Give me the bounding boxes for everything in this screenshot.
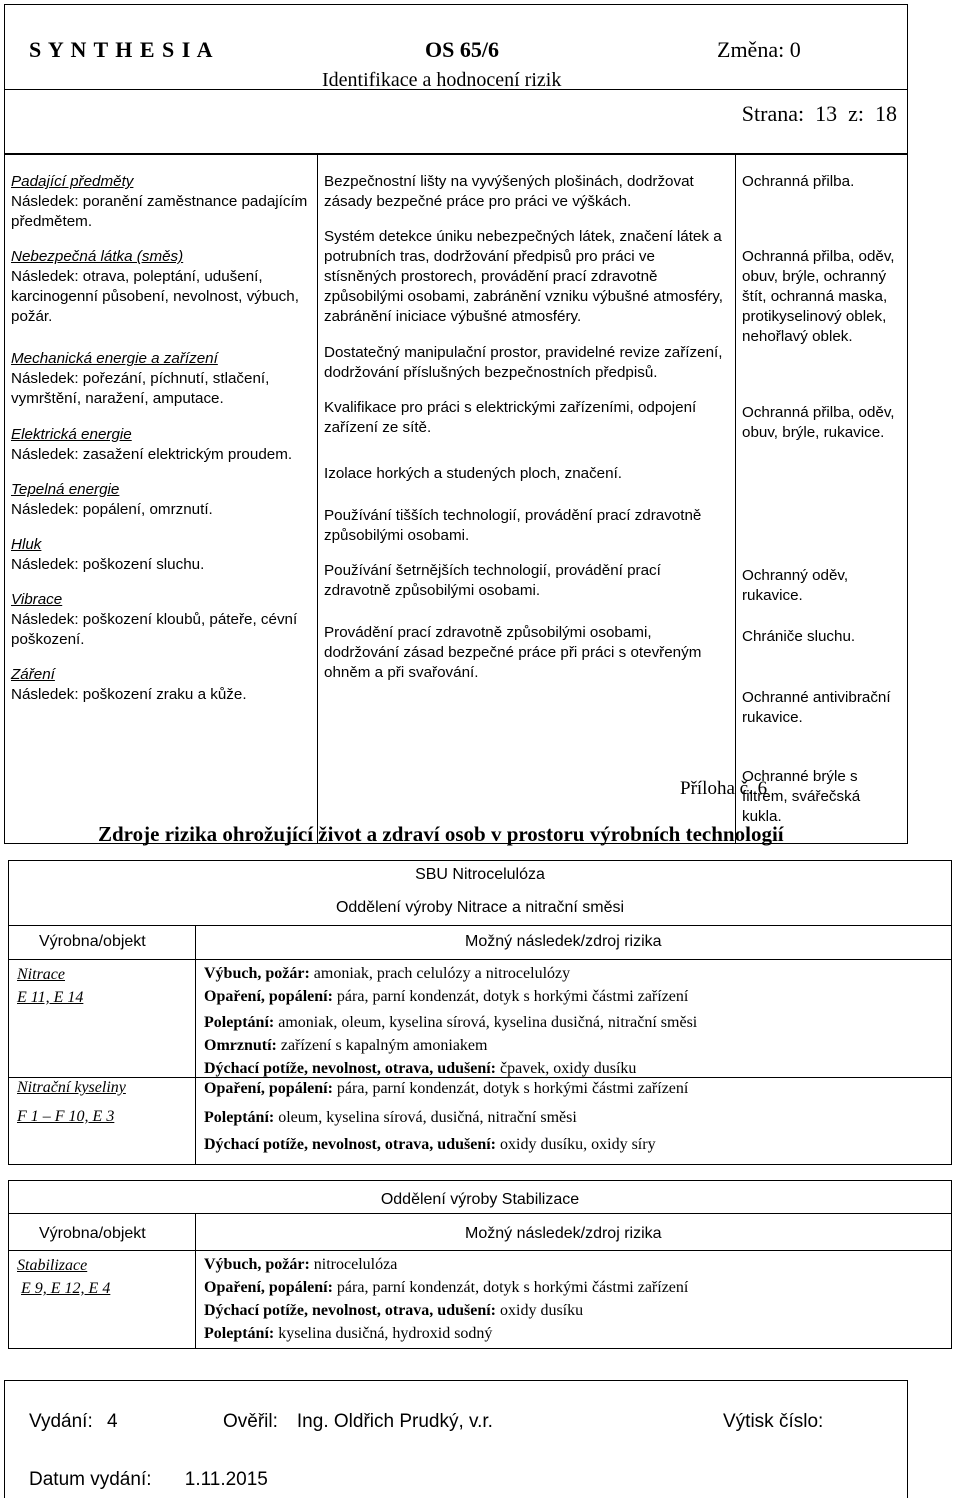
page-number	[742, 101, 897, 127]
object-codes: E 11, E 14	[17, 989, 84, 1006]
ppe-column	[736, 155, 908, 844]
ppe-4: Ochranný oděv, rukavice.	[742, 566, 849, 604]
risk-item-1	[11, 247, 311, 327]
header-row	[5, 5, 907, 90]
date-label: Datum vydání:	[29, 1469, 152, 1490]
risk-item-5	[11, 535, 311, 575]
divider	[9, 959, 195, 960]
measure-5: Používání tišších technologií, provádění prací zdravotně způsobilými osobami.	[324, 506, 702, 544]
hazard-name: Záření	[11, 666, 55, 684]
hazard-consequence: Následek: otrava, poleptání, udušení, karcinogenní působení, nevolnost, výbuch, požár.	[11, 268, 299, 326]
unit-name: SBU Nitrocelulóza	[415, 866, 545, 883]
consequence-column	[195, 925, 951, 1164]
verified-label: Ověřil:	[223, 1411, 278, 1432]
hazard-name: Padající předměty	[11, 173, 134, 191]
consequence-row: Opaření, popálení: pára, parní kondenzát, dotyk s horkými částmi zařízení	[204, 988, 689, 1005]
object-name: Nitrace	[17, 966, 65, 983]
hazard-consequence: Následek: poranění zaměstnance padajícím předmětem.	[11, 193, 308, 231]
object-name: Stabilizace	[17, 1257, 88, 1274]
measure-2: Dostatečný manipulační prostor, pravidelné revize zařízení, dodržování příslušných bezpečnostních předpisů.	[324, 343, 723, 381]
consequence-column-header: Možný následek/zdroj rizika	[465, 1225, 662, 1242]
hazard-name: Nebezpečná látka (směs)	[11, 248, 184, 266]
document-number: OS 65/6	[425, 37, 499, 62]
risk-item-0	[11, 172, 311, 232]
ppe-5: Chrániče sluchu.	[742, 627, 856, 645]
risk-item-4	[11, 480, 311, 520]
hazard-name: Tepelná energie	[11, 480, 120, 498]
ppe-2: Ochranná přilba, oděv, obuv, brýle, rukavice.	[742, 403, 895, 441]
risk-source-table-stabilizace	[8, 1180, 952, 1349]
consequence-row: Poleptání: oleum, kyselina sírová, dusičná, nitrační směsi	[204, 1109, 577, 1126]
object-column-header: Výrobna/objekt	[39, 1225, 146, 1242]
issue-label: Vydání:	[29, 1411, 93, 1432]
change-field	[717, 37, 801, 63]
consequence-row: Poleptání: amoniak, oleum, kyselina sírová, kyselina dusičná, nitrační směsi	[204, 1014, 698, 1031]
change-value: 0	[789, 37, 801, 62]
hazard-consequence: Následek: popálení, omrznutí.	[11, 500, 213, 518]
consequence-column-header: Možný následek/zdroj rizika	[465, 933, 662, 950]
object-codes: E 9, E 12, E 4	[21, 1280, 111, 1297]
measure-1: Systém detekce úniku nebezpečných látek, značení látek a potrubních tras, dodržování předpisů pro práci ve stísněných prostorech, provádění prací zdravotně způsobilými osobami, zabránění vzniku výbušné atmosféry, zabránění iniciace výbušné atmosféry.	[324, 228, 723, 326]
issue-field	[29, 1411, 118, 1433]
document-header	[4, 4, 908, 154]
object-codes: F 1 – F 10, E 3	[17, 1108, 115, 1125]
measures-column	[318, 155, 736, 844]
risk-item-7	[11, 665, 311, 705]
risk-item-2	[11, 349, 311, 409]
section-title: Zdroje rizika ohrožující život a zdraví osob v prostoru výrobních technologií	[98, 822, 784, 846]
risk-source-table-nitrace	[8, 860, 952, 1165]
hazard-name: Elektrická energie	[11, 425, 132, 443]
measure-6: Používání šetrnějších technologií, provádění prací zdravotně způsobilými osobami.	[324, 561, 661, 599]
page-total: 18	[875, 101, 897, 126]
hazard-name: Vibrace	[11, 591, 63, 609]
ppe-1: Ochranná přilba, oděv, obuv, brýle, ochranný štít, ochranná maska, protikyselinový oblek, nehořlavý oblek.	[742, 248, 895, 346]
consequence-row: Výbuch, požár: amoniak, prach celulózy a nitrocelulózy	[204, 965, 571, 982]
company-name: S Y N T H E S I A	[29, 37, 214, 62]
object-column	[9, 925, 196, 1164]
ppe-7: Ochranné brýle s filtrem, svářečská kukla.	[742, 768, 861, 826]
divider	[9, 1077, 195, 1078]
hazard-consequence: Následek: pořezání, píchnutí, stlačení, vymrštění, naražení, amputace.	[11, 370, 270, 408]
consequence-row: Opaření, popálení: pára, parní kondenzát, dotyk s horkými částmi zařízení	[204, 1279, 689, 1296]
ppe-0: Ochranná přilba.	[742, 173, 855, 191]
verified-field	[223, 1411, 493, 1433]
hazard-name: Hluk	[11, 535, 42, 553]
measure-4: Izolace horkých a studených ploch, značení.	[324, 464, 623, 482]
consequence-row: Dýchací potíže, nevolnost, otrava, udušení: čpavek, oxidy dusíku	[204, 1060, 637, 1077]
hazard-name: Mechanická energie a zařízení	[11, 350, 218, 368]
table-heading	[9, 861, 951, 926]
consequence-row: Výbuch, požár: nitrocelulóza	[204, 1256, 398, 1273]
consequence-row: Poleptání: kyselina dusičná, hydroxid sodný	[204, 1325, 493, 1342]
measure-3: Kvalifikace pro práci s elektrickými zařízeními, odpojení zařízení ze sítě.	[324, 398, 697, 436]
measure-7: Provádění prací zdravotně způsobilými osobami, dodržování zásad bezpečné práce při práci s otevřeným ohněm a při svařování.	[324, 623, 702, 681]
measure-0: Bezpečnostní lišty na vyvýšených plošinách, dodržovat zásady bezpečné práce pro práci ve výškách.	[324, 173, 694, 211]
divider	[195, 959, 951, 960]
divider	[9, 1250, 195, 1251]
verified-value: Ing. Oldřich Prudký, v.r.	[296, 1411, 493, 1432]
consequence-column	[195, 1213, 951, 1348]
change-label: Změna:	[717, 37, 785, 62]
risk-item-6	[11, 590, 311, 650]
hazard-consequence: Následek: poškození sluchu.	[11, 555, 205, 573]
copy-number-label: Výtisk číslo:	[723, 1411, 824, 1432]
object-column-header: Výrobna/objekt	[39, 933, 146, 950]
document-footer	[4, 1380, 908, 1498]
hazard-consequence: Následek: poškození zraku a kůže.	[11, 686, 247, 704]
consequence-row: Dýchací potíže, nevolnost, otrava, udušení: oxidy dusíku	[204, 1302, 584, 1319]
page-of-label: z:	[848, 101, 864, 126]
department-name: Oddělení výroby Stabilizace	[380, 1191, 580, 1208]
consequence-row: Dýchací potíže, nevolnost, otrava, udušení: oxidy dusíku, oxidy síry	[204, 1136, 656, 1153]
ppe-6: Ochranné antivibrační rukavice.	[742, 689, 891, 727]
object-column	[9, 1213, 196, 1348]
issue-value: 4	[106, 1411, 118, 1432]
risk-table-row	[5, 155, 908, 844]
hazard-consequence: Následek: poškození kloubů, páteře, cévní poškození.	[11, 611, 298, 649]
appendix-label: Příloha č. 6	[680, 778, 768, 799]
page-value: 13	[815, 101, 838, 126]
object-name: Nitrační kyseliny	[17, 1079, 126, 1096]
hazard-consequence: Následek: zasažení elektrickým proudem.	[11, 445, 293, 463]
date-value: 1.11.2015	[184, 1469, 268, 1490]
date-field	[29, 1469, 268, 1491]
department-name: Oddělení výroby Nitrace a nitrační směsi	[335, 899, 625, 916]
risk-item-3	[11, 425, 311, 465]
table-heading	[9, 1181, 951, 1214]
risk-table	[4, 154, 908, 844]
page-label: Strana:	[741, 101, 805, 126]
hazard-column	[5, 155, 318, 844]
document-title: Identifikace a hodnocení rizik	[322, 69, 562, 91]
divider	[195, 1250, 951, 1251]
consequence-row: Opaření, popálení: pára, parní kondenzát, dotyk s horkými částmi zařízení	[204, 1080, 689, 1097]
consequence-row: Omrznutí: zařízení s kapalným amoniakem	[204, 1037, 488, 1054]
